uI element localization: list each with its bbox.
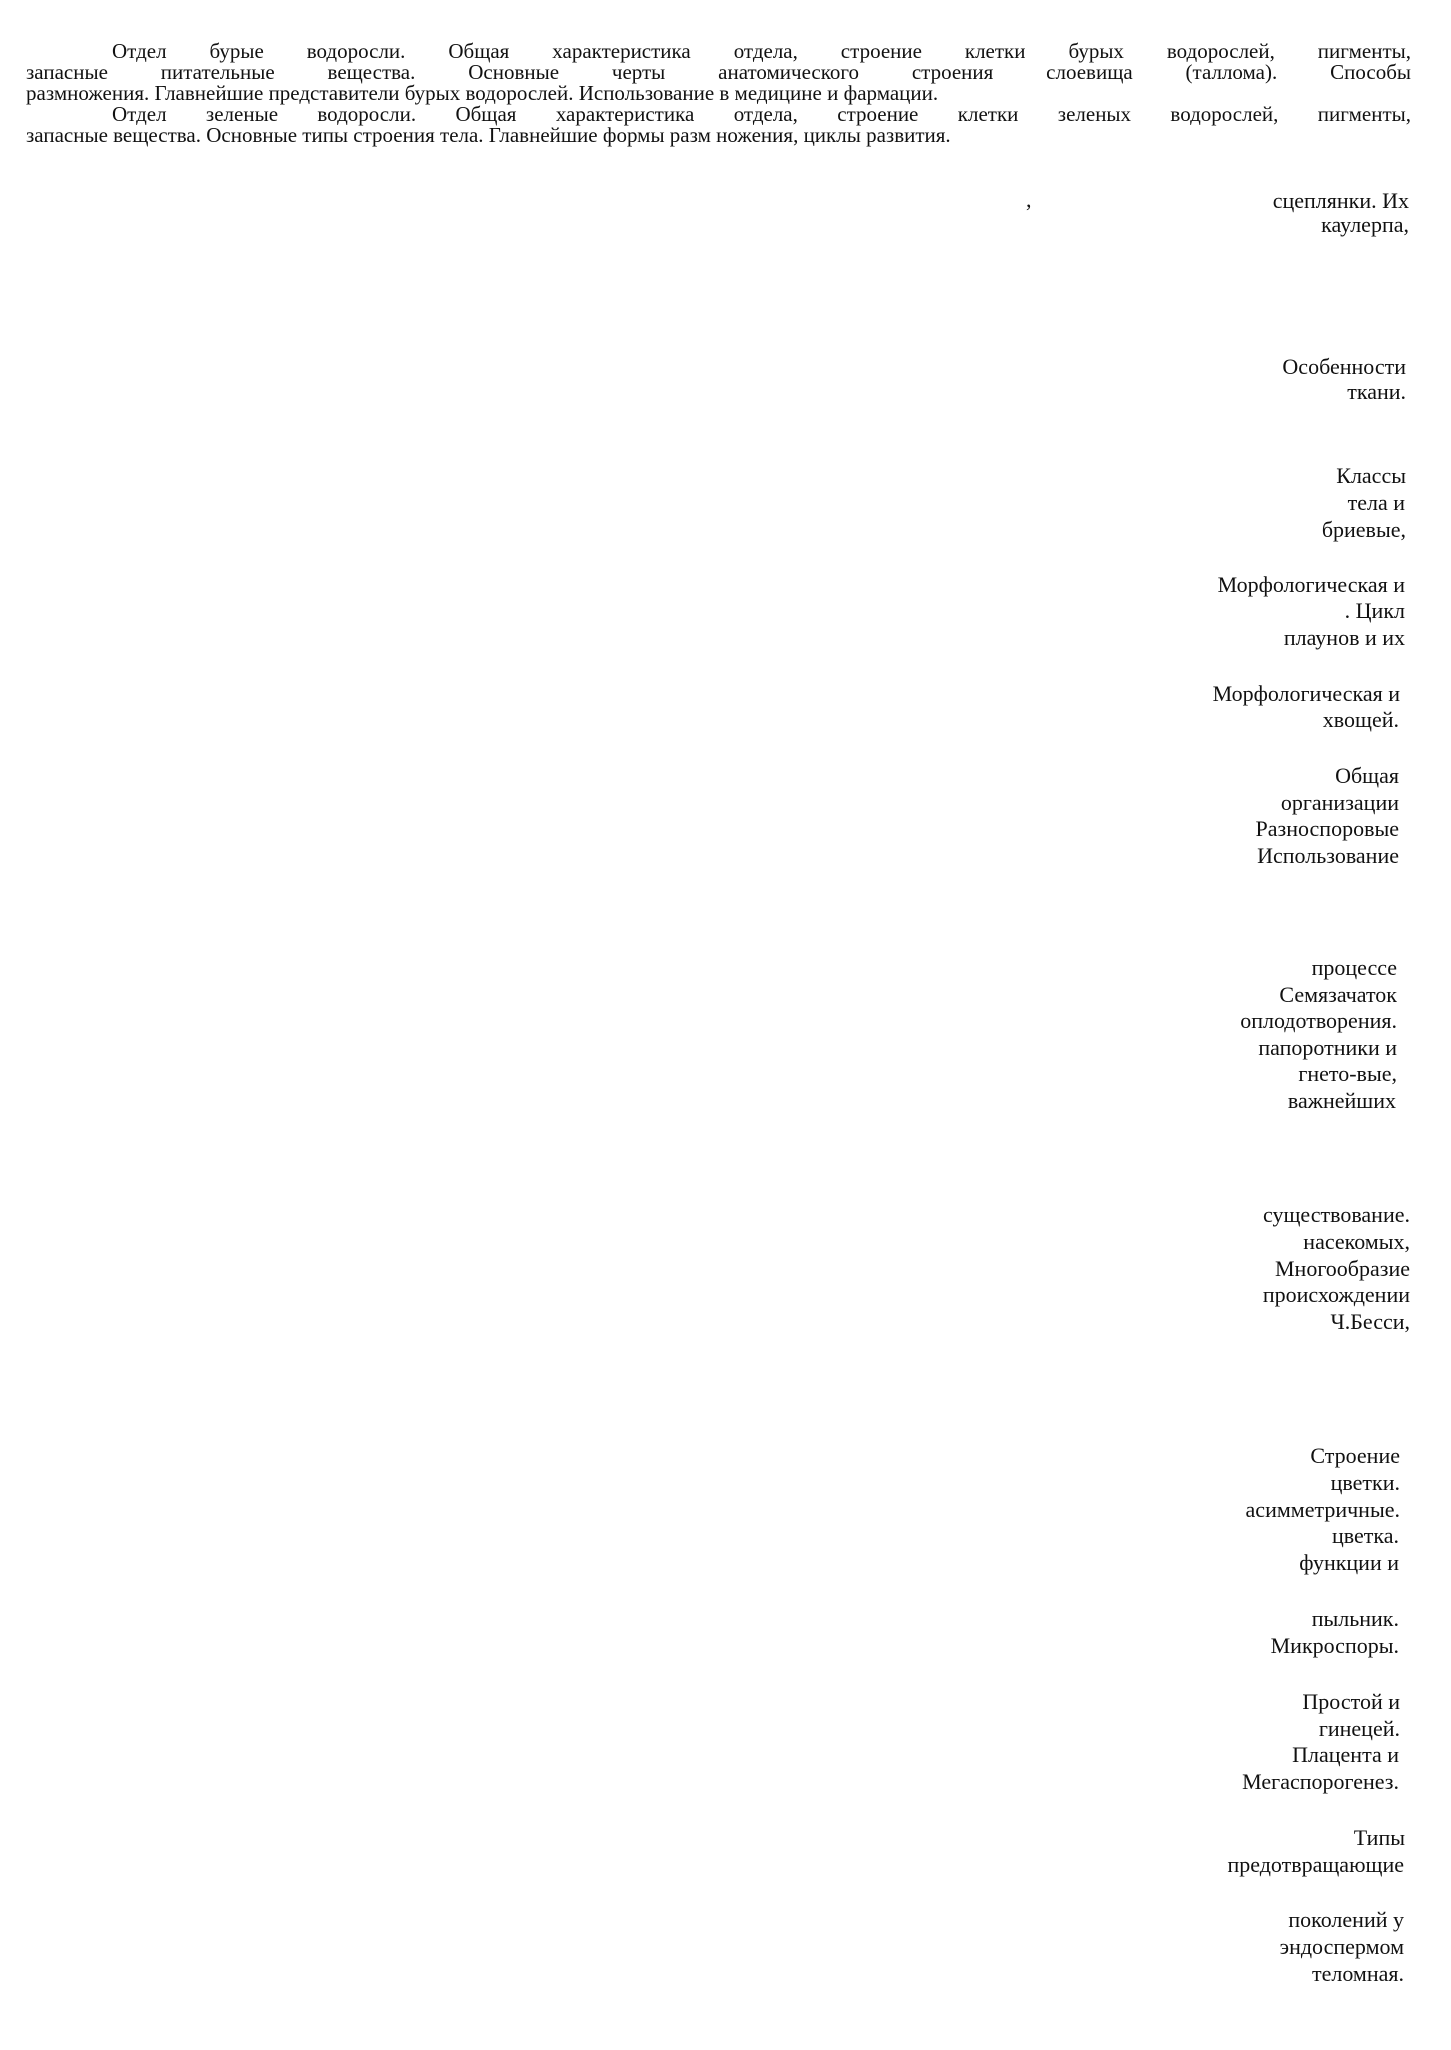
text-fragment: важнейших [1287, 1088, 1396, 1113]
text-fragment: асимметричные. [1245, 1497, 1400, 1522]
paragraph-line: запасные вещества. Основные типы строения тела. Главнейшие формы разм ножения, циклы развития. [26, 123, 951, 147]
text-fragment: Разноспоровые [1255, 816, 1399, 841]
text-fragment: Многообразие [1275, 1256, 1410, 1281]
text-fragment: происхождении [1262, 1282, 1410, 1307]
text-fragment: Мегаспорогенез. [1242, 1769, 1399, 1794]
text-fragment: папоротники и [1258, 1035, 1397, 1060]
text-fragment: Морфологическая и [1217, 572, 1405, 597]
text-fragment: ткани. [1347, 379, 1406, 404]
text-fragment: Общая [1335, 763, 1399, 788]
text-fragment: каулерпа, [1321, 212, 1409, 237]
paragraph-line: Отдел зеленые водоросли. Общая характеристика отдела, строение клетки зеленых водорослей, пигменты, [112, 102, 1411, 126]
text-fragment: плаунов и их [1283, 625, 1405, 650]
text-fragment: Особенности [1282, 354, 1406, 379]
text-fragment: гинецей. [1318, 1716, 1400, 1741]
text-fragment: Использование [1257, 843, 1399, 868]
text-fragment: эндоспермом [1279, 1934, 1404, 1959]
text-fragment: . Цикл [1344, 598, 1405, 623]
text-fragment: пыльник. [1311, 1606, 1399, 1631]
paragraph-green-algae [26, 104, 1411, 146]
text-fragment: сцеплянки. Их [1272, 188, 1409, 213]
text-fragment: Классы [1336, 463, 1406, 488]
text-fragment: Типы [1353, 1825, 1405, 1850]
text-fragment: насекомых, [1303, 1229, 1410, 1254]
text-fragment: хвощей. [1322, 707, 1399, 732]
text-fragment: Семязачаток [1279, 982, 1397, 1007]
paragraph-line: запасные питательные вещества. Основные черты анатомического строения слоевища (таллома). Способы [26, 60, 1411, 84]
text-fragment: теломная. [1311, 1961, 1404, 1986]
text-fragment: Морфологическая и [1212, 681, 1400, 706]
text-fragment: Ч.Бесси, [1330, 1309, 1410, 1334]
paragraph-line: Отдел бурые водоросли. Общая характеристика отдела, строение клетки бурых водорослей, пигменты, [112, 39, 1411, 63]
text-fragment: бриевые, [1321, 517, 1406, 542]
text-fragment: гнето-вые, [1298, 1061, 1397, 1086]
text-fragment: Простой и [1302, 1689, 1400, 1714]
text-fragment: предотвращающие [1227, 1852, 1404, 1877]
text-fragment: Плацента и [1292, 1742, 1399, 1767]
text-fragment: Микроспоры. [1270, 1633, 1399, 1658]
paragraph-brown-algae [26, 41, 1411, 104]
text-fragment: Строение [1310, 1443, 1400, 1468]
text-fragment: функции и [1299, 1550, 1399, 1575]
text-fragment: организации [1280, 790, 1399, 815]
text-fragment: оплодотворения. [1240, 1008, 1397, 1033]
text-fragment: цветка. [1331, 1523, 1399, 1548]
text-fragment: поколений у [1288, 1907, 1404, 1932]
text-fragment: существование. [1262, 1202, 1410, 1227]
stray-comma: , [1026, 187, 1032, 212]
text-fragment: процессе [1311, 955, 1397, 980]
text-fragment: цветки. [1330, 1470, 1400, 1495]
text-fragment: тела и [1347, 490, 1405, 515]
paragraph-line: размножения. Главнейшие представители бурых водорослей. Использование в медицине и фармации. [26, 81, 939, 105]
